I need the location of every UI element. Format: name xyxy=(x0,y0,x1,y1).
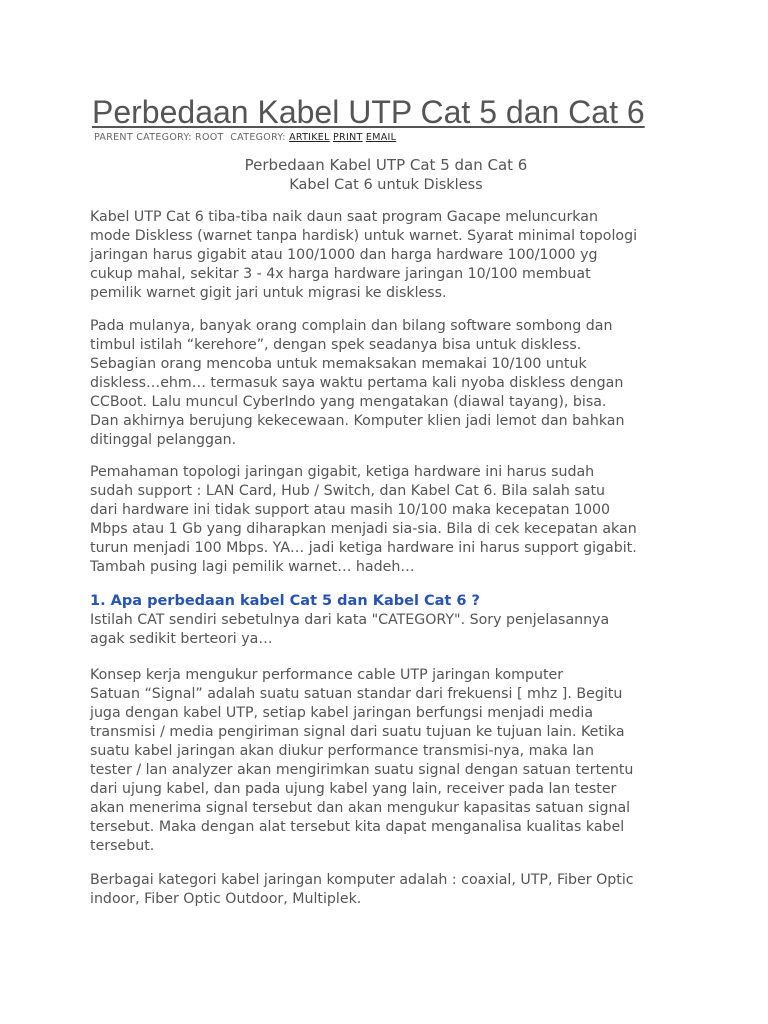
text-line: Konsep kerja mengukur performance cable UTP jaringan komputer xyxy=(90,667,564,683)
text-line: transmisi / media pengiriman signal dari suatu tujuan ke tujuan lain. Ketika xyxy=(90,724,625,740)
email-link[interactable]: EMAIL xyxy=(365,132,397,143)
text-line: Pemahaman topologi jaringan gigabit, ketiga hardware ini harus sudah xyxy=(90,464,595,480)
final-paragraph xyxy=(90,871,690,909)
text-line: agak sedikit berteori ya… xyxy=(90,631,273,647)
paragraph-2 xyxy=(90,317,690,450)
page-title: Perbedaan Kabel UTP Cat 5 dan Cat 6 xyxy=(92,94,645,130)
print-link[interactable]: PRINT xyxy=(333,132,363,143)
article-meta xyxy=(94,132,396,144)
section-intro xyxy=(90,611,690,649)
text-line: suatu kabel jaringan akan diukur performance transmisi-nya, maka lan xyxy=(90,743,594,759)
section-heading: 1. Apa perbedaan kabel Cat 5 dan Kabel Cat 6 ? xyxy=(90,593,480,609)
category-link-artikel[interactable]: ARTIKEL xyxy=(289,132,330,143)
text-line: timbul istilah “kerehore”, dengan spek seadanya bisa untuk diskless. xyxy=(90,337,582,353)
text-line: akan menerima signal tersebut dan akan mengukur kapasitas satuan signal xyxy=(90,800,631,816)
text-line: Berbagai kategori kabel jaringan komputer adalah : coaxial, UTP, Fiber Optic xyxy=(90,872,634,888)
paragraph-3 xyxy=(90,463,690,577)
concept-paragraph xyxy=(90,666,690,856)
text-line: Mbps atau 1 Gb yang diharapkan menjadi sia-sia. Bila di cek kecepatan akan xyxy=(90,521,637,537)
text-line: turun menjadi 100 Mbps. YA… jadi ketiga hardware ini harus support gigabit. xyxy=(90,540,637,556)
text-line: dari hardware ini tidak support atau masih 10/100 maka kecepatan 1000 xyxy=(90,502,611,518)
text-line: Sebagian orang mencoba untuk memaksakan memakai 10/100 untuk xyxy=(90,356,587,372)
article-subtitle: Kabel Cat 6 untuk Diskless xyxy=(289,177,483,193)
text-line: juga dengan kabel UTP, setiap kabel jaringan berfungsi menjadi media xyxy=(90,705,594,721)
text-line: indoor, Fiber Optic Outdoor, Multiplek. xyxy=(90,891,362,907)
text-line: Istilah CAT sendiri sebetulnya dari kata "CATEGORY". Sory penjelasannya xyxy=(90,612,610,628)
parent-category-label: PARENT CATEGORY: ROOT xyxy=(94,132,224,143)
text-line: Satuan “Signal” adalah suatu satuan standar dari frekuensi [ mhz ]. Begitu xyxy=(90,686,623,702)
text-line: sudah support : LAN Card, Hub / Switch, dan Kabel Cat 6. Bila salah satu xyxy=(90,483,606,499)
text-line: Tambah pusing lagi pemilik warnet… hadeh… xyxy=(90,559,415,575)
text-line: tersebut. xyxy=(90,838,155,854)
category-label: CATEGORY: xyxy=(230,132,286,143)
text-line: jaringan harus gigabit atau 100/1000 dan harga hardware 100/1000 yg xyxy=(90,247,598,263)
text-line: diskless…ehm… termasuk saya waktu pertama kali nyoba diskless dengan xyxy=(90,375,624,391)
text-line: dari ujung kabel, dan pada ujung kabel yang lain, receiver pada lan tester xyxy=(90,781,617,797)
paragraph-1 xyxy=(90,208,690,303)
text-line: pemilik warnet gigit jari untuk migrasi ke diskless. xyxy=(90,285,447,301)
text-line: Pada mulanya, banyak orang complain dan bilang software sombong dan xyxy=(90,318,613,334)
text-line: ditinggal pelanggan. xyxy=(90,432,237,448)
text-line: Kabel UTP Cat 6 tiba-tiba naik daun saat program Gacape meluncurkan xyxy=(90,209,598,225)
text-line: tester / lan analyzer akan mengirimkan suatu signal dengan satuan tertentu xyxy=(90,762,634,778)
article-title: Perbedaan Kabel UTP Cat 5 dan Cat 6 xyxy=(244,156,528,174)
text-line: mode Diskless (warnet tanpa hardisk) untuk warnet. Syarat minimal topologi xyxy=(90,228,638,244)
text-line: cukup mahal, sekitar 3 - 4x harga hardware jaringan 10/100 membuat xyxy=(90,266,591,282)
text-line: Dan akhirnya berujung kekecewaan. Komputer klien jadi lemot dan bahkan xyxy=(90,413,625,429)
text-line: tersebut. Maka dengan alat tersebut kita dapat menganalisa kualitas kabel xyxy=(90,819,625,835)
text-line: CCBoot. Lalu muncul CyberIndo yang mengatakan (diawal tayang), bisa. xyxy=(90,394,607,410)
